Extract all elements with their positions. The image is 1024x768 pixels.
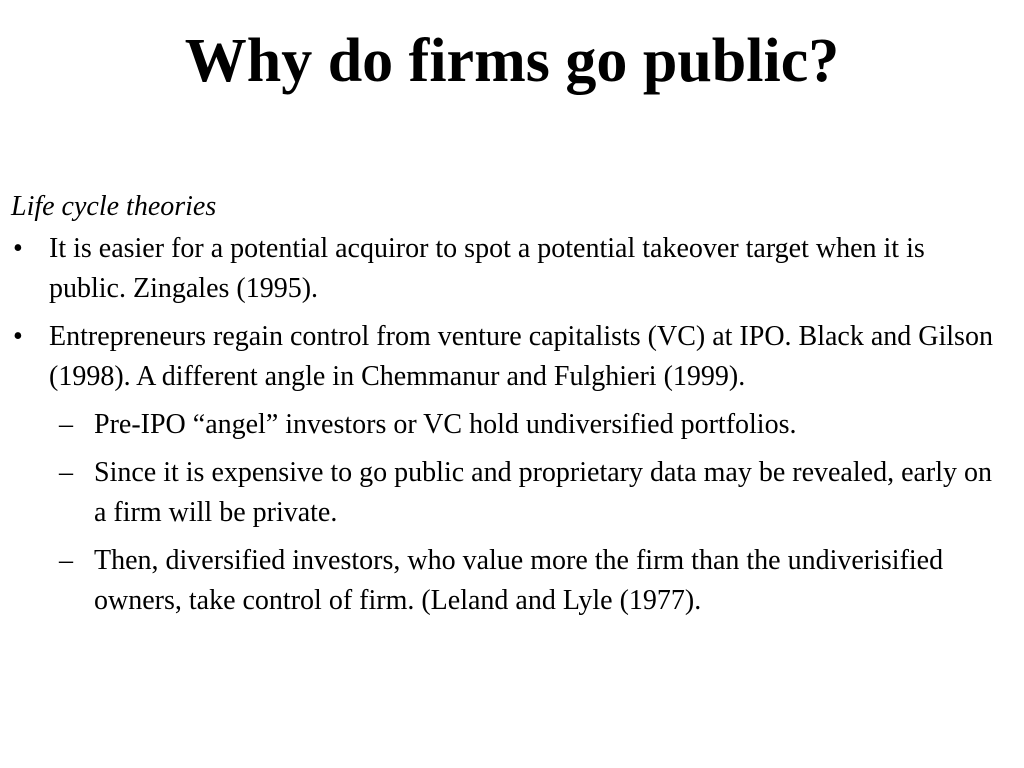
bullet-list: [11, 229, 1001, 397]
sub-bullet-item: [11, 541, 1001, 621]
bullet-text: It is easier for a potential acquiror to spot a potential takeover target when it is public. Zingales (1995).: [49, 233, 925, 304]
sub-bullet-list: [11, 405, 1001, 621]
bullet-item: [11, 229, 1001, 309]
sub-bullet-marker: –: [59, 545, 73, 576]
sub-bullet-item: [11, 453, 1001, 533]
sub-bullet-text: Since it is expensive to go public and proprietary data may be revealed, early on a firm will be private.: [94, 457, 993, 528]
bullet-text: Entrepreneurs regain control from venture capitalists (VC) at IPO. Black and Gilson (1998). A different angle in Chemmanur and Fulghieri (1999).: [49, 321, 993, 392]
bullet-marker: •: [13, 321, 23, 352]
bullet-marker: •: [13, 233, 23, 264]
sub-bullet-text: Then, diversified investors, who value more the firm than the undiverisified owners, take control of firm. (Leland and Lyle (1977).: [94, 545, 944, 616]
sub-bullet-text: Pre-IPO “angel” investors or VC hold undiversified portfolios.: [94, 409, 797, 440]
bullet-item: [11, 317, 1001, 397]
sub-bullet-marker: –: [59, 457, 73, 488]
section-heading: Life cycle theories: [11, 191, 217, 222]
slide-content: [11, 187, 1001, 629]
slide-title: Why do firms go public?: [184, 27, 840, 95]
sub-bullet-marker: –: [59, 409, 73, 440]
sub-bullet-item: [11, 405, 1001, 445]
